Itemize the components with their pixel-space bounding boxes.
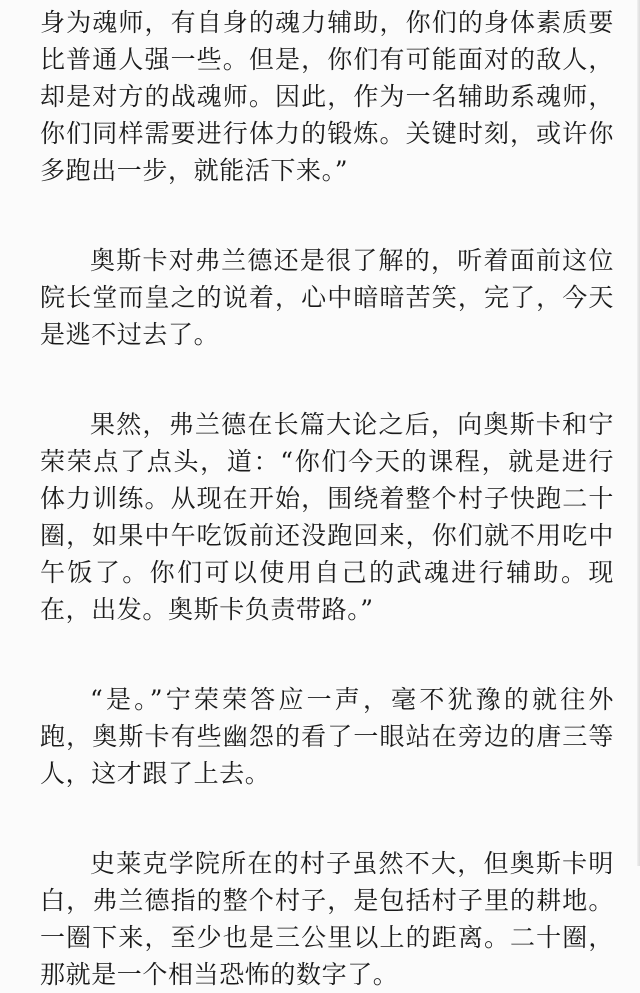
paragraph-5: 史莱克学院所在的村子虽然不大，但奥斯卡明白，弗兰德指的整个村子，是包括村子里的耕地。一圈下来，至少也是三公里以上的距离。二十圈，那就是一个相当恐怖的数字了。	[40, 849, 614, 989]
paragraph-4: “是。”宁荣荣答应一声，毫不犹豫的就往外跑，奥斯卡有些幽怨的看了一眼站在旁边的唐三等人，这才跟了上去。	[40, 685, 614, 788]
paragraph-2: 奥斯卡对弗兰德还是很了解的，听着面前这位院长堂而皇之的说着，心中暗暗苦笑，完了，今天是逃不过去了。	[40, 246, 614, 349]
paragraph-3: 果然，弗兰德在长篇大论之后，向奥斯卡和宁荣荣点了点头，道：“你们今天的课程，就是进行体力训练。从现在开始，围绕着整个村子快跑二十圈，如果中午吃饭前还没跑回来，你们就不用吃中午饭了。你们可以使用自己的武魂进行辅助。现在，出发。奥斯卡负责带路。”	[40, 410, 614, 624]
paragraph-1: 身为魂师，有自身的魂力辅助，你们的身体素质要比普通人强一些。但是，你们有可能面对的敌人，却是对方的战魂师。因此，作为一名辅助系魂师，你们同样需要进行体力的锻炼。关键时刻，或许你多跑出一步，就能活下来。”	[40, 8, 614, 185]
